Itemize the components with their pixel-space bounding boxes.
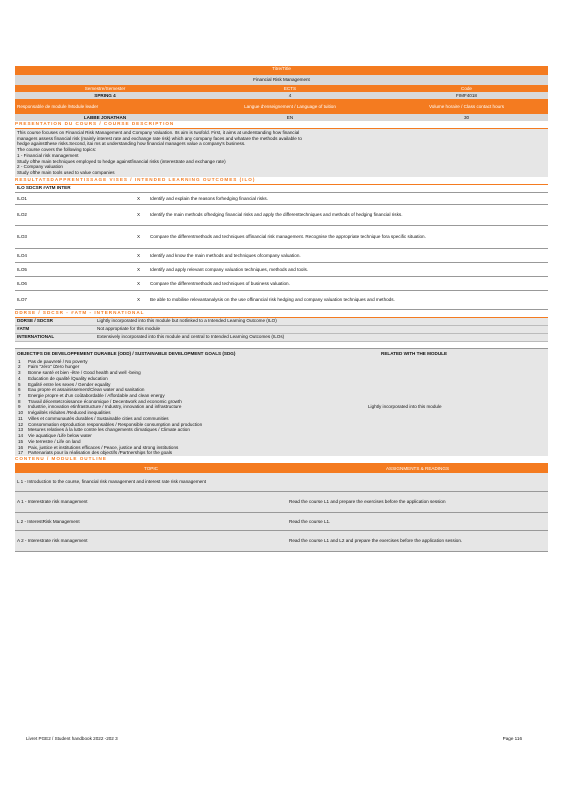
topic-label: TOPIC: [144, 465, 158, 471]
presentation-line: hedge againstthese risks.Second, itai ms at understanding how financial managers value a company's business.: [17, 141, 246, 147]
content-row: [15, 531, 548, 552]
content-row: [15, 492, 548, 513]
ilo-row: [15, 277, 548, 291]
sdg-number: 9: [18, 404, 21, 410]
code-label: Code: [461, 85, 472, 91]
content-topic: A 2 - Interestrate risk management: [17, 538, 88, 544]
ilo-row: [15, 193, 548, 205]
ects-label: ECTS: [283, 85, 297, 91]
sdg-label: Partenariats pour la réalisation des objectifs /Partnerships for the goals: [28, 450, 173, 456]
sdg-label: Pas de pauvreté / No poverty: [28, 358, 88, 364]
legend-table: [15, 318, 548, 342]
legend-key: INTERNATIONAL: [17, 333, 55, 339]
ilo-id: ILO4: [17, 252, 27, 258]
content-table: [15, 473, 548, 552]
ilo-id: ILO6: [17, 280, 27, 286]
legend-value: Extensively incorporated into this module and central to Intended Learning Outcomes (ILOs): [97, 333, 285, 339]
legend-row: [15, 318, 548, 326]
ilo-row: [15, 291, 548, 310]
sdg-number: 5: [18, 381, 21, 387]
volume-label: Volume horaire / Class contact hours: [428, 103, 505, 109]
semester-header-row: [15, 85, 548, 92]
legend-value: Not appropriate for this module: [97, 325, 161, 331]
ilo-text: Identify and explain the reasons forhedging financial risks.: [150, 195, 268, 201]
presentation-line: Study ofthe main tools used to value companies: [17, 170, 115, 176]
code-value: FIMF4018: [456, 92, 477, 98]
presentation-line: This course focuses on Financial Risk Management and Company Valuation. Its aim is twofold. First, it aims at understanding how financial: [17, 130, 300, 135]
content-topic: L 1 - Introduction to the course, financial risk management and interest rate risk management: [17, 479, 207, 485]
sdg-number: 1: [18, 358, 21, 364]
ilo-list: [15, 193, 548, 310]
sdg-number: 14: [18, 433, 24, 439]
sdg-number: 10: [18, 410, 24, 416]
sdg-label: Travail décentetcroissance économique / Decentwork and economic growth: [28, 398, 182, 404]
presentation-heading: PRESENTATION DU COURS / COURSE DESCRIPTION: [15, 121, 548, 129]
sdg-label: Paix, justice et institutions efficaces / Peace, justice and strong institutions: [28, 444, 179, 450]
responsible-value-row: [15, 114, 548, 121]
content-topic: A 1 - Interestrate risk management: [17, 499, 88, 505]
ilo-id: ILO5: [17, 266, 27, 272]
ilo-row: [15, 249, 548, 263]
sdg-number: 8: [18, 398, 21, 404]
sdg-number: 12: [18, 421, 24, 427]
ilo-id: ILO1: [17, 195, 27, 201]
content-topic: L 2 - InterestRisk Management: [17, 518, 80, 524]
ilo-mark: X: [136, 280, 141, 286]
ilo-row: [15, 226, 548, 249]
sdg-number: 3: [18, 370, 21, 376]
sdg-label: Egalité entre les sexes / Gender equality: [28, 381, 111, 387]
sdg-number: 11: [18, 415, 23, 421]
title-label: Titre/Title: [272, 66, 291, 71]
ilo-text: Be able to mobilise relevantanalysis on the use offinancial risk hedging and company valuation techniques and methods.: [150, 297, 395, 302]
semester-value: SPRING 4: [94, 92, 116, 98]
responsible-label: Responsable de module /Module leader: [17, 103, 99, 109]
footer-left: Livret PGE2 / Student handbook 2022 -202 3: [26, 736, 118, 741]
legend-key: #ATM: [17, 325, 30, 331]
legend-value: Lightly incorporated into this module but notlinked to a Intended Learning Outcome (ILO): [97, 317, 277, 323]
semester-value-row: [15, 92, 548, 99]
content-assignment: Read the course L1 and L2 and prepare the exercises before the application session.: [289, 538, 463, 544]
ilo-mark: X: [136, 234, 141, 239]
language-label: Langue d'enseignement / Language of tuition: [244, 103, 336, 109]
volume-value: 30: [463, 114, 470, 120]
sdg-label: Energie propre et d'un coûtabordable / Affordable and clean energy: [28, 393, 165, 399]
sdg-number: 4: [18, 375, 21, 381]
content-row: [15, 513, 548, 531]
ilo-row: [15, 205, 548, 226]
sdg-table: [15, 348, 548, 456]
assignments-label: ASSIGNMENTS & READINGS: [385, 465, 450, 471]
course-sheet: [15, 66, 548, 552]
ects-value: 4: [288, 92, 292, 98]
sdg-number: 16: [18, 444, 24, 450]
sdg-number: 13: [18, 427, 24, 433]
sdg-relation: [368, 450, 548, 456]
sdg-heading-left: OBJECTIFS DE DEVELOPPEMENT DURABLE (ODD) / SUSTAINABLE DEVELOPMENT GOALS (SDG): [17, 350, 236, 356]
sdg-label: Consommation etproduction responsables / Responsible consumption and production: [28, 421, 203, 427]
results-subheader: ILO SDCSR #ATM INTER: [15, 185, 548, 193]
title-header-row: [15, 66, 548, 75]
sdg-label: Industrie, innovation etinfrastructure / Industry, innovation and infrastructure: [28, 404, 182, 410]
sdg-label: Vie terrestre / Life on land: [28, 438, 81, 444]
sdg-label: Inégalités réduites /Reduced inequalities: [28, 410, 111, 416]
ilo-row: [15, 263, 548, 277]
sdg-heading-right: RELATED WITH THE MODULE: [381, 350, 448, 356]
semester-label: Semestre/Semester: [84, 85, 126, 91]
presentation-line: 1 - Financial risk management: [17, 152, 79, 158]
sdg-relation: Lightly incorporated into this module: [368, 404, 442, 410]
presentation-line: managers assess financial risk (mainly interest rate and exchange rate risk) which any company faces and whatare the methods available to: [17, 135, 302, 141]
ilo-mark: X: [136, 195, 141, 201]
ilo-mark: X: [136, 297, 141, 302]
ilo-id: ILO3: [17, 234, 27, 239]
ilo-text: Compare the differentmethods and techniques offinancial risk management. Recognise the appropriate technique fora specific situation.: [150, 234, 426, 239]
sdg-label: Mesures relatives à la lutte contre les changements climatiques / Climate action: [28, 427, 190, 433]
responsible-value: LABBE JONATHAN: [83, 114, 127, 120]
sdg-label: Faim "zéro" /Zero hunger: [28, 364, 80, 370]
sdg-label: Bonne santé et bien -être / Good health and well -being: [28, 370, 141, 376]
ilo-text: Identify the main methods ofhedging financial risks and apply the differenttechniques and methods of hedging financial risks.: [150, 212, 403, 217]
page-number: Page 116: [502, 736, 522, 741]
legend-heading: DDRSE / SDCSR - #ATM - INTERNATIONAL: [15, 310, 548, 318]
content-header-row: [15, 464, 548, 473]
sdg-number: 2: [18, 364, 21, 370]
results-heading: RESULTATSDAPPRENTISSAGE VISES / INTENDED LEARNING OUTCOMES (ILO): [15, 177, 548, 185]
presentation-line: Study ofthe main techniques employed to hedge againstfinancial risks (interestrate and exchange rate): [17, 158, 226, 164]
ilo-id: ILO2: [17, 212, 27, 217]
legend-key: DDRSE / SDCSR: [17, 317, 53, 323]
ilo-mark: X: [136, 266, 141, 272]
presentation-line: 2 - Company valuation: [17, 164, 63, 170]
ilo-mark: X: [136, 252, 141, 258]
title-value: Financial Risk Management: [253, 77, 310, 83]
language-value: EN: [286, 114, 294, 120]
content-heading: CONTENU / MODULE OUTLINE: [15, 456, 548, 464]
sdg-label: Eau propre et assainissement/Clean water and sanitation: [28, 387, 145, 393]
sdg-header: [15, 351, 548, 357]
page-footer: [26, 736, 522, 742]
presentation-line: The course covers the following topics:: [17, 147, 97, 153]
sdg-number: 15: [18, 438, 24, 444]
sdg-number: 7: [18, 393, 21, 399]
sdg-label: Vie aquatique /Life below water: [28, 433, 92, 439]
sdg-number: 17: [18, 450, 24, 456]
content-assignment: Read the course L1 and prepare the exercises before the application session: [289, 499, 446, 505]
sdg-label: Education de qualité /Quality education: [28, 375, 108, 381]
ilo-text: Identify and know the main methods and techniques ofcompany valuation.: [150, 252, 301, 258]
ilo-text: Identify and apply relevant company valuation techniques, methods and tools.: [150, 266, 309, 272]
title-value-row: [15, 75, 548, 85]
legend-row: [15, 326, 548, 334]
content-row: [15, 473, 548, 492]
sdg-label: Villes et communautés durables / Sustainable cities and communities: [28, 415, 169, 421]
ilo-mark: X: [136, 212, 141, 217]
presentation-body: [15, 129, 548, 177]
content-assignment: Read the course L1.: [289, 518, 331, 524]
responsible-header-row: [15, 99, 548, 114]
ilo-id: ILO7: [17, 297, 27, 302]
ilo-text: Compare the differentmethods and techniques of business valuation.: [150, 280, 290, 286]
sdg-number: 6: [18, 387, 21, 393]
legend-row: [15, 334, 548, 342]
